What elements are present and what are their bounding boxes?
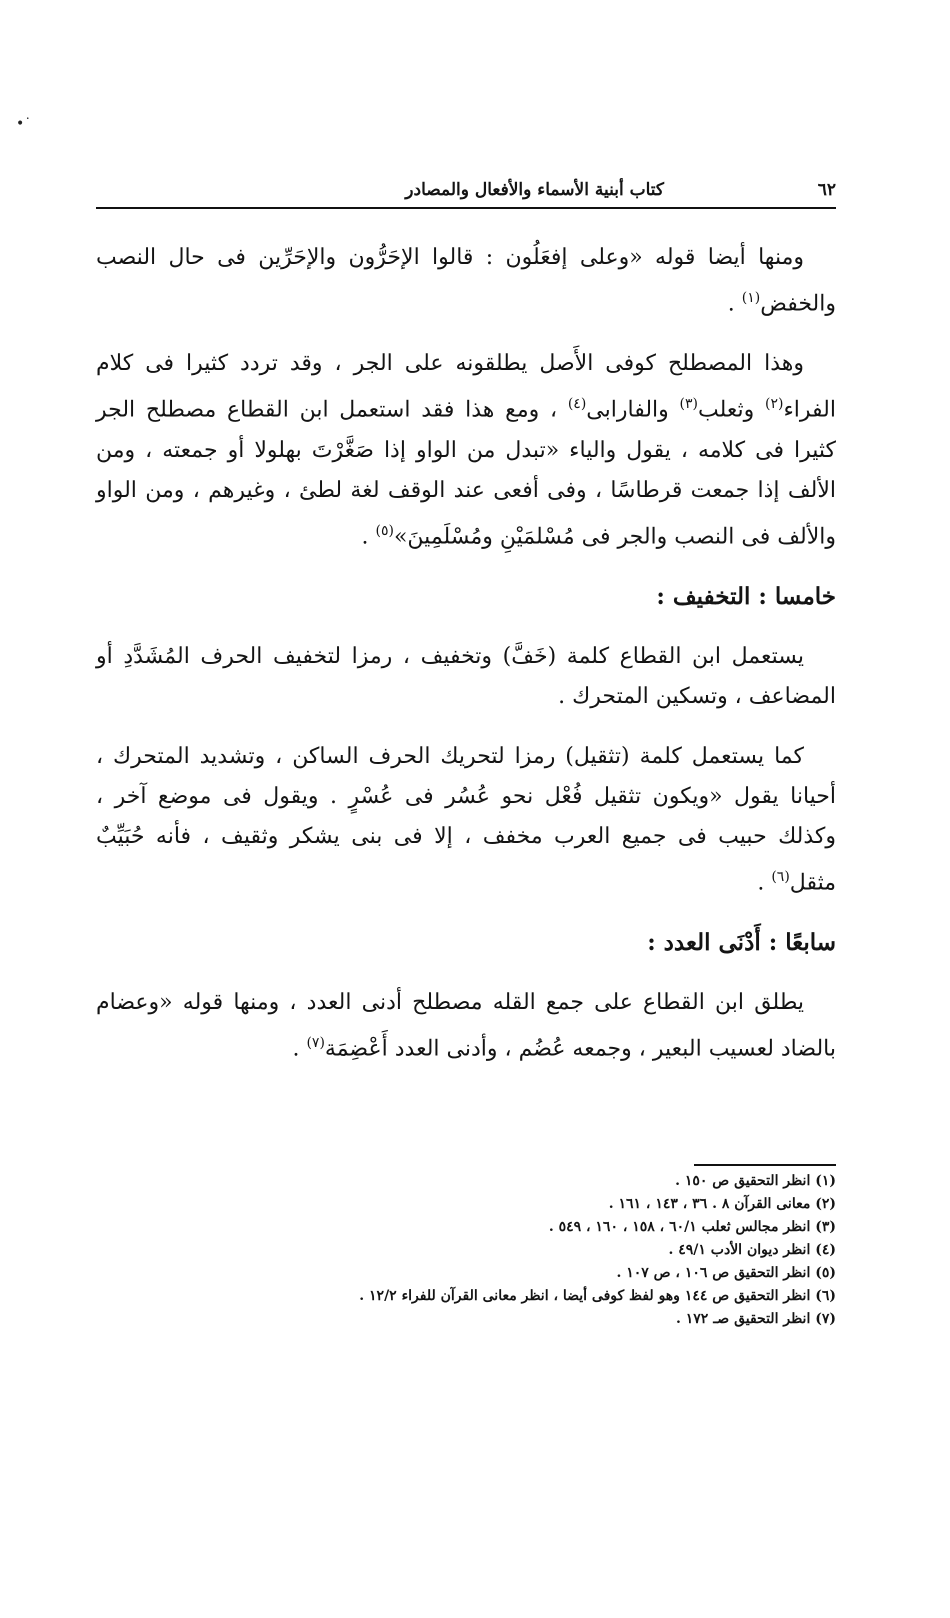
section-heading-7: سابعًا : أَدْنَى العدد :	[647, 929, 836, 957]
paragraph-5-text: يطلق ابن القطاع على جمع القله مصطلح أدنى العدد ، ومنها قوله «وعضام بالضاد لعسيب البعير ، وجمعه عُضُم ، وأدنى العدد أَعْضِمَة	[96, 990, 836, 1062]
footnote: (٣) انظر مجالس ثعلب ٦٠/١ ، ١٥٨ ، ١٦٠ ، ٥٤٩ .	[548, 1219, 836, 1235]
page-header	[96, 180, 836, 206]
scan-speck: •˙	[16, 116, 32, 132]
footnotes	[96, 1170, 836, 1331]
paragraph-2-text-b: وثعلب	[697, 397, 765, 423]
footnote-ref-4: (٤)	[567, 396, 587, 413]
paragraph-4	[96, 737, 836, 903]
footnote-ref-3: (٣)	[679, 396, 698, 413]
paragraph-5-end: .	[292, 1036, 307, 1062]
footnote-ref-5: (٥)	[375, 522, 394, 539]
footnote: (١) انظر التحقيق ص ١٥٠ .	[675, 1173, 836, 1189]
footnote-rule	[694, 1164, 836, 1166]
paragraph-2-text-a: وهذا المصطلح كوفى الأَصل يطلقونه على الجر ، وقد تردد كثيرا فى كلام الفراء	[96, 351, 836, 423]
footnote-ref-2: (٢)	[764, 396, 784, 413]
header-rule	[96, 207, 836, 209]
footnote: (٧) انظر التحقيق صـ ١٧٢ .	[676, 1311, 836, 1327]
footnote-ref-7: (٧)	[306, 1035, 325, 1052]
paragraph-4-text: كما يستعمل كلمة (تثقيل) رمزا لتحريك الحرف الساكن ، وتشديد المتحرك ، أحيانا يقول «ويكون تثقيل فُعْل نحو عُسُر فى عُسْرٍ . ويقول فى موضع آخر ، وكذلك حبيب فى جميع العرب مخفف ، إلا فى بنى يشكر وثقيف ، فأنه حُبَيِّبٌ مثقل	[96, 743, 836, 896]
footnote: (٤) انظر ديوان الأدب ٤٩/١ .	[668, 1242, 836, 1258]
paragraph-2-text-d: ، ومع هذا فقد استعمل ابن القطاع مصطلح الجر كثيرا فى كلامه ، يقول والياء «تبدل من الواو إذا صَغَّرْتَ بهلولا أو جمعته ، ومن الألف إذا جمعت قرطاسًا ، وفى أفعى عند الوقف لغة لطئ ، وغيرهم ، ومن الواو والألف فى النصب والجر فى مُسْلمَيْنِ ومُسْلَمِينَ»	[96, 397, 836, 549]
footnote: (٦) انظر التحقيق ص ١٤٤ وهو لفظ كوفى أيضا ، انظر معانى القرآن للفراء ١٢/٢ .	[359, 1288, 836, 1304]
paragraph-1	[96, 238, 836, 324]
page-number: ٦٢	[817, 180, 836, 200]
paragraph-2	[96, 344, 836, 557]
paragraph-1-text: ومنها أيضا قوله «وعلى إفعَلُون : قالوا الإحَرُّون والإحَرِّين فى حال النصب والخفض	[96, 245, 836, 317]
running-title: كتاب أبنية الأسماء والأفعال والمصادر	[405, 180, 664, 200]
paragraph-2-text-c: والفارابى	[586, 397, 680, 423]
footnote-ref-6: (٦)	[771, 868, 790, 885]
footnote: (٥) انظر التحقيق ص ١٠٦ ، ص ١٠٧ .	[616, 1265, 836, 1281]
footnote: (٢) معانى القرآن ٨ . ٣٦ ، ١٤٣ ، ١٦١ .	[608, 1196, 836, 1212]
paragraph-2-end: .	[361, 523, 376, 549]
paragraph-4-end: .	[757, 870, 772, 896]
section-heading-5: خامسا : التخفيف :	[656, 582, 836, 610]
paragraph-3: يستعمل ابن القطاع كلمة (خَفَّ) وتخفيف ، رمزا لتخفيف الحرف المُشَدَّدِ أو المضاعف ، وتسكين المتحرك .	[96, 643, 836, 709]
footnote-ref-1: (١)	[741, 290, 761, 306]
main-text	[96, 238, 836, 1090]
paragraph-1-end: .	[727, 291, 742, 317]
paragraph-5	[96, 983, 836, 1069]
